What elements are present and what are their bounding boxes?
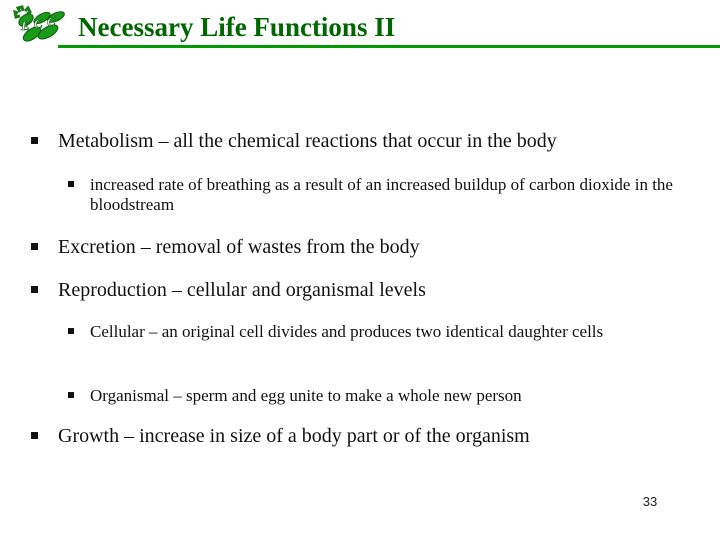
svg-text:C: C	[47, 14, 56, 29]
sub-bullet-text: Cellular – an original cell divides and produces two identical daughter cells	[90, 322, 604, 341]
square-bullet-icon	[31, 286, 38, 293]
bullet-metabolism	[31, 130, 691, 152]
square-bullet-icon	[31, 432, 38, 439]
page-number: 33	[642, 494, 658, 509]
bullet-excretion	[31, 236, 691, 258]
bullet-text: Metabolism – all the chemical reactions that occur in the body	[58, 130, 557, 152]
ecc-logo-icon	[12, 4, 70, 48]
sub-bullet-cellular	[68, 322, 688, 342]
bullet-reproduction	[31, 279, 691, 301]
sub-bullet-text: Organismal – sperm and egg unite to make a whole new person	[90, 386, 522, 405]
title-divider	[58, 45, 720, 48]
svg-text:C: C	[34, 16, 43, 31]
slide-title: Necessary Life Functions II	[78, 12, 396, 42]
bullet-growth	[31, 425, 691, 447]
bullet-text: Excretion – removal of wastes from the body	[58, 236, 420, 258]
svg-text:E: E	[21, 18, 30, 33]
bullet-text: Growth – increase in size of a body part or of the organism	[58, 425, 530, 447]
square-bullet-icon	[68, 328, 74, 334]
sub-bullet-text: increased rate of breathing as a result of an increased buildup of carbon dioxide in the bloodstream	[90, 175, 673, 214]
square-bullet-icon	[68, 181, 74, 187]
bullet-text: Reproduction – cellular and organismal levels	[58, 279, 426, 301]
sub-bullet-organismal	[68, 386, 688, 406]
square-bullet-icon	[31, 243, 38, 250]
square-bullet-icon	[31, 137, 38, 144]
square-bullet-icon	[68, 392, 74, 398]
sub-bullet-breathing	[68, 175, 688, 215]
